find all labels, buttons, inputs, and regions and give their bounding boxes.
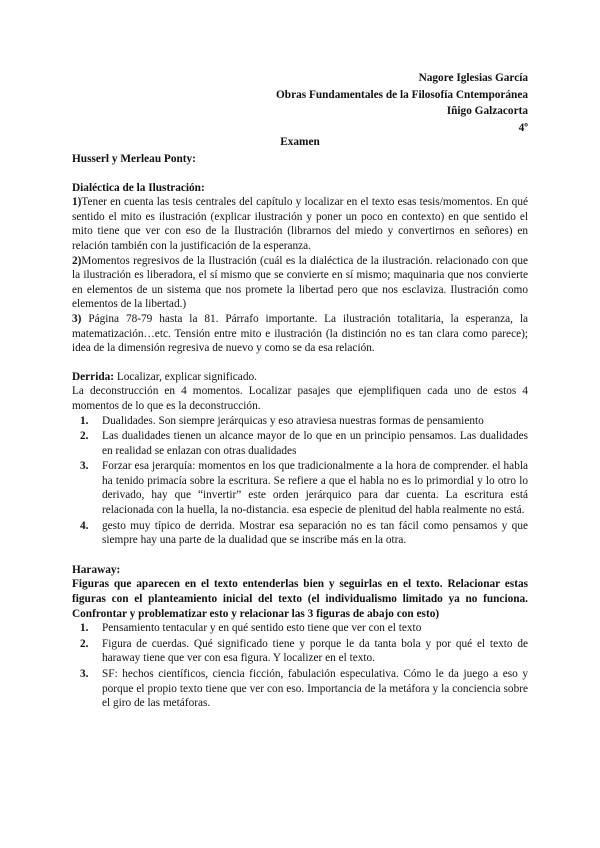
- teacher-name: Iñigo Galzacorta: [446, 105, 528, 117]
- haraway-intro: Figuras que aparecen en el texto entenderlas bien y seguirlas en el texto. Relacionar estas figuras con el planteamiento inicial del texto (el individualismo limitado ya no funciona. Confrontar y problematizar esto y relacionar las 3 figuras de abajo con esto): [72, 578, 528, 620]
- list-item: 1. Dualidades. Son siempre jerárquicas y eso atraviesa nuestras formas de pensamiento: [80, 414, 484, 427]
- list-item: 3. Forzar esa jerarquía: momentos en los que tradicionalmente a la hora de comprender. el habla ha tenido primacía sobre la escritura. Se refiere a que el habla no es lo primordial y lo otro lo derivado, hay que “invertir” este orden jerárquico para dar cuenta. La escritura está relacionada con la huella, la no-distancia. esa especie de plenitud del habla realmente no está.: [80, 460, 528, 517]
- list-item: 3. SF: hechos científicos, ciencia ficción, fabulación especulativa. Cómo le da juego a eso y porque el propio texto tiene que ver con eso. Importancia de la metáfora y la conciencia sobre el giro de las metáforas.: [80, 668, 528, 710]
- section-derrida-heading: Derrida: Localizar, explicar significado.: [72, 370, 257, 383]
- author-name: Nagore Iglesias García: [418, 72, 528, 84]
- list-item: 2. Figura de cuerdas. Qué significado tiene y porque le da tanta bola y por qué el texto de haraway tiene que ver con esa figura. Y localizer en el texto.: [80, 637, 528, 665]
- derrida-intro: La deconstrucción en 4 momentos. Localizar pasajes que ejemplifiquen cada uno de estos 4 momentos de lo que es la deconstrucción.: [72, 385, 528, 412]
- section-haraway-heading: Haraway:: [72, 563, 121, 576]
- course-name: Obras Fundamentales de la Filosofía Cntemporánea: [276, 88, 528, 101]
- list-item: 2. Las dualidades tienen un alcance mayor de lo que en un principio pensamos. Las dualidades en realidad se enlazan con otras dualidades: [80, 430, 528, 457]
- derrida-list: [72, 414, 528, 548]
- section-husserl-heading: Husserl y Merleau Ponty:: [72, 153, 196, 165]
- list-item: 4. gesto muy típico de derrida. Mostrar esa separación no es tan fácil como pensamos y que siempre hay una parte de la dualidad que se inscribe más en la otra.: [80, 519, 528, 547]
- year-label: 4º: [518, 121, 528, 134]
- dialectica-item: 2)Momentos regresivos de la Ilustración (cuál es la dialéctica de la ilustración. relacionado con que la ilustración es liberadora, el sí mismo que se convierte en sí mismo; maquinaria que nos convierte en elementos de un sistema que nos promete la libertad pero que nos esclaviza. Ilustración como elementos de la libertad.): [72, 254, 528, 311]
- document-body: [72, 152, 528, 712]
- haraway-list: [72, 621, 528, 711]
- section-dialectica-heading: Dialéctica de la Ilustración:: [72, 181, 205, 194]
- header-block: [72, 70, 528, 136]
- dialectica-item: 3) Página 78-79 hasta la 81. Párrafo importante. La ilustración totalitaria, la esperanza, la matematización…etc. Tensión entre mito e ilustración (la distinción no es tan clara como parece); idea de la dimensión regresiva de nuevo y como se da esa relación.: [72, 312, 528, 355]
- dialectica-item: 1)Tener en cuenta las tesis centrales del capítulo y localizar en el texto esas tesis/momentos. En qué sentido el mito es ilustración (explicar ilustración y poner un poco en contexto) en que sentido el mito tiene que ver con eso de la Ilustración (librarnos del miedo y convertirnos en señores) en relación también con la justificación de la esperanza.: [72, 196, 528, 252]
- list-item: 1. Pensamiento tentacular y en qué sentido esto tiene que ver con el texto: [80, 622, 422, 635]
- page-title: Examen: [280, 136, 320, 148]
